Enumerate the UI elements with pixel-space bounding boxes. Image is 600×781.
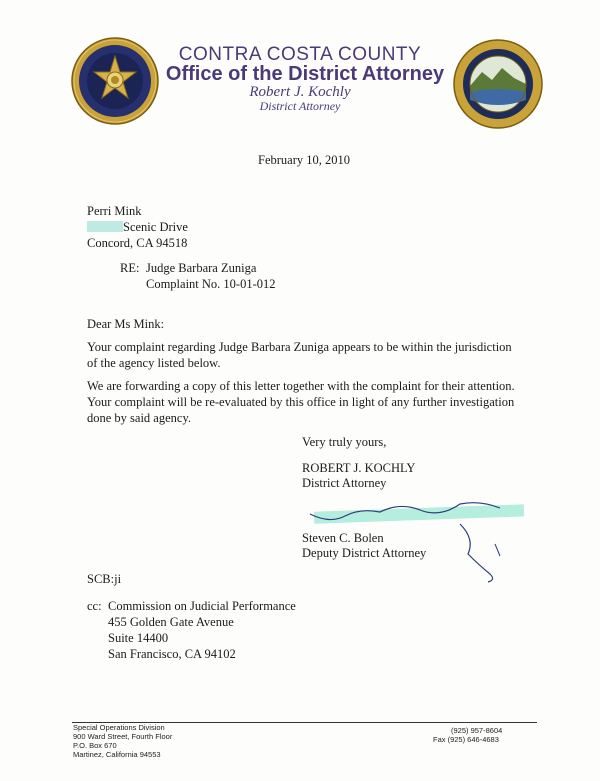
redaction-highlight — [87, 221, 123, 232]
signer-name: ROBERT J. KOCHLY — [302, 461, 416, 475]
re-label: RE: — [120, 261, 140, 275]
cc-line-1: Commission on Judicial Performance — [108, 599, 296, 613]
salutation: Dear Ms Mink: — [87, 317, 165, 331]
recipient-city: Concord, CA 94518 — [87, 236, 188, 250]
footer-division: Special Operations Division — [73, 723, 165, 732]
recipient-street-text: Scenic Drive — [123, 220, 188, 234]
district-attorney-name: Robert J. Kochly — [249, 84, 351, 100]
recipient-street — [87, 219, 188, 235]
district-attorney-title: District Attorney — [259, 99, 341, 113]
cc-label: cc: — [87, 599, 102, 613]
valediction: Very truly yours, — [302, 435, 387, 449]
body-paragraph-1: Your complaint regarding Judge Barbara Zuniga appears to be within the jurisdiction of the agency listed below. — [87, 340, 512, 370]
letter-date: February 10, 2010 — [258, 153, 350, 167]
footer-fax: Fax (925) 646-4683 — [433, 735, 499, 744]
footer-po-box: P.O. Box 670 — [73, 741, 117, 750]
body-paragraph-2: We are forwarding a copy of this letter together with the complaint for their attention. Your complaint will be re-evaluated by this office in light of any further investigation done by said agency. — [87, 379, 515, 425]
deputy-title: Deputy District Attorney — [302, 546, 427, 560]
typist-initials: SCB:ji — [87, 572, 122, 586]
re-line-1: Judge Barbara Zuniga — [146, 261, 257, 275]
county-name: CONTRA COSTA COUNTY — [178, 44, 422, 65]
cc-line-4: San Francisco, CA 94102 — [108, 647, 236, 661]
deputy-name: Steven C. Bolen — [302, 531, 384, 545]
footer-city: Martinez, California 94553 — [73, 750, 161, 759]
signer-title: District Attorney — [302, 476, 387, 490]
re-line-2: Complaint No. 10-01-012 — [146, 277, 276, 291]
footer-street: 900 Ward Street, Fourth Floor — [73, 732, 173, 741]
footer-phone: (925) 957-8604 — [451, 726, 503, 735]
cc-line-3: Suite 14400 — [108, 631, 169, 645]
recipient-name: Perri Mink — [87, 204, 142, 218]
office-title: Office of the District Attorney — [165, 63, 445, 85]
cc-line-2: 455 Golden Gate Avenue — [108, 615, 234, 629]
